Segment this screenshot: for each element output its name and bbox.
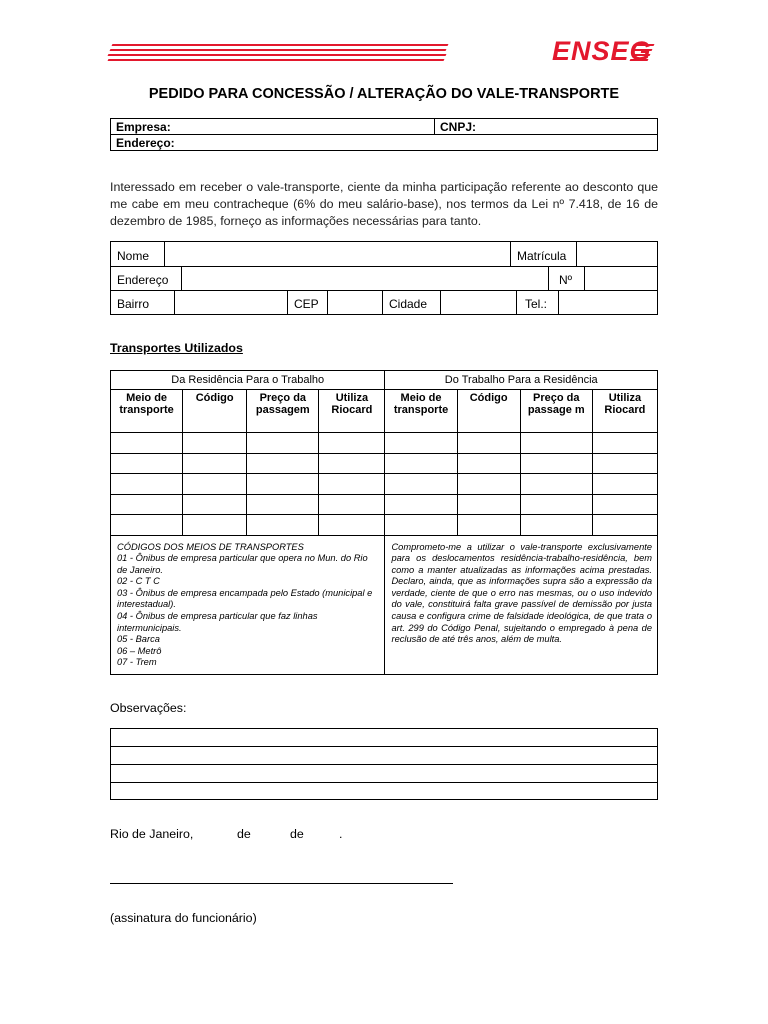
transport-cell[interactable]	[319, 474, 385, 495]
logo-stripe	[110, 49, 447, 51]
nome-label: Nome	[111, 242, 165, 266]
codes-title: CÓDIGOS DOS MEIOS DE TRANSPORTES	[117, 541, 304, 552]
tel-field[interactable]	[559, 290, 657, 314]
transport-cell[interactable]	[520, 433, 592, 454]
transport-cell[interactable]	[385, 453, 457, 474]
transport-cell[interactable]	[385, 515, 457, 536]
transport-cell[interactable]	[183, 453, 247, 474]
transport-row	[111, 494, 658, 515]
code-item: 07 - Trem	[117, 657, 157, 668]
city-text: Rio de Janeiro,	[110, 827, 194, 841]
transport-cell[interactable]	[183, 515, 247, 536]
nome-field[interactable]	[165, 242, 511, 266]
transport-row	[111, 433, 658, 454]
endereco-company-field[interactable]	[111, 135, 658, 151]
code-item: 02 - C T C	[117, 576, 160, 587]
transport-cell[interactable]	[385, 474, 457, 495]
col-riocard-right: Utiliza Riocard	[592, 390, 657, 433]
transport-cell[interactable]	[319, 453, 385, 474]
code-item: 06 – Metrô	[117, 645, 162, 656]
transport-cell[interactable]	[247, 433, 319, 454]
date-period: .	[339, 827, 343, 841]
bairro-field[interactable]	[175, 290, 288, 314]
observation-line	[111, 746, 657, 747]
col-riocard-left: Utiliza Riocard	[319, 390, 385, 433]
col-codigo-right: Código	[457, 390, 520, 433]
date-de-2: de	[290, 827, 304, 841]
header-logo	[108, 36, 658, 66]
signature-label: (assinatura do funcionário)	[110, 911, 257, 925]
endereco-label: Endereço	[111, 266, 182, 290]
transport-table	[110, 370, 658, 675]
transport-cell[interactable]	[319, 515, 385, 536]
col-preco-left: Preço da passagem	[247, 390, 319, 433]
pledge-cell	[385, 535, 658, 674]
logo-stripe	[108, 59, 445, 61]
transport-cell[interactable]	[319, 494, 385, 515]
logo-stripe	[108, 54, 447, 56]
transport-cell[interactable]	[457, 494, 520, 515]
transport-cell[interactable]	[385, 433, 457, 454]
logo-stripe	[112, 44, 449, 46]
signature-line[interactable]	[110, 883, 453, 884]
logo-wordmark: ENSEG	[552, 36, 652, 66]
endereco-company-label: Endereço:	[116, 135, 175, 150]
cnpj-field[interactable]	[435, 119, 658, 135]
page-title: PEDIDO PARA CONCESSÃO / ALTERAÇÃO DO VALE-TRANSPORTE	[148, 86, 620, 102]
employee-row-1	[111, 242, 657, 267]
employee-row-2	[111, 266, 657, 291]
observation-line	[111, 764, 657, 765]
codes-list	[117, 553, 379, 669]
col-codigo-left: Código	[183, 390, 247, 433]
transport-cell[interactable]	[592, 494, 657, 515]
group-home-to-work: Da Residência Para o Trabalho	[111, 371, 385, 390]
transport-cell[interactable]	[111, 515, 183, 536]
matricula-field[interactable]	[577, 242, 657, 266]
transport-cell[interactable]	[319, 433, 385, 454]
transport-cell[interactable]	[592, 515, 657, 536]
employee-info-grid	[110, 241, 658, 315]
col-meio-left: Meio de transporte	[111, 390, 183, 433]
numero-label: Nº	[549, 266, 585, 290]
transport-row	[111, 453, 658, 474]
observation-line	[111, 782, 657, 783]
code-item: 05 - Barca	[117, 634, 160, 645]
group-work-to-home: Do Trabalho Para a Residência	[385, 371, 658, 390]
transport-cell[interactable]	[111, 453, 183, 474]
code-item: 01 - Ônibus de empresa particular que opera no Mun. do Rio de Janeiro.	[117, 553, 368, 575]
transport-cell[interactable]	[520, 474, 592, 495]
transport-heading: Transportes Utilizados	[110, 341, 243, 355]
transport-cell[interactable]	[520, 453, 592, 474]
code-item: 04 - Ônibus de empresa particular que faz linhas intermunicipais.	[117, 611, 318, 633]
transport-codes-legend	[111, 535, 385, 674]
intro-paragraph: Interessado em receber o vale-transporte, ciente da minha participação referente ao desconto que me cabe em meu contracheque (6% do meu salário-base), nos termos da Lei nº 7.418, de 16 de dezembro de 1985, forneço as informações necessárias para tanto.	[110, 180, 658, 228]
empresa-field[interactable]	[111, 119, 435, 135]
bairro-label: Bairro	[111, 290, 175, 314]
transport-cell[interactable]	[520, 494, 592, 515]
empresa-label: Empresa:	[116, 119, 171, 134]
endereco-field[interactable]	[182, 266, 549, 290]
transport-cell[interactable]	[111, 494, 183, 515]
transport-cell[interactable]	[457, 515, 520, 536]
transport-cell[interactable]	[183, 474, 247, 495]
transport-cell[interactable]	[457, 474, 520, 495]
transport-cell[interactable]	[247, 494, 319, 515]
date-de-1: de	[237, 827, 251, 841]
cep-label: CEP	[288, 290, 328, 314]
observations-box[interactable]	[110, 728, 658, 800]
matricula-label: Matrícula	[511, 242, 577, 266]
transport-cell[interactable]	[247, 515, 319, 536]
transport-row	[111, 474, 658, 495]
transport-cell[interactable]	[183, 433, 247, 454]
transport-cell[interactable]	[520, 515, 592, 536]
employee-row-3	[111, 290, 657, 314]
transport-cell[interactable]	[247, 453, 319, 474]
transport-cell[interactable]	[592, 474, 657, 495]
numero-field[interactable]	[585, 266, 657, 290]
col-preco-right: Preço da passage m	[520, 390, 592, 433]
col-meio-right: Meio de transporte	[385, 390, 457, 433]
transport-cell[interactable]	[111, 433, 183, 454]
transport-cell[interactable]	[111, 474, 183, 495]
transport-row	[111, 515, 658, 536]
company-table	[110, 118, 658, 151]
transport-cell[interactable]	[247, 474, 319, 495]
cep-field[interactable]	[328, 290, 383, 314]
transport-cell[interactable]	[457, 433, 520, 454]
transport-cell[interactable]	[592, 433, 657, 454]
cidade-label: Cidade	[383, 290, 441, 314]
cnpj-label: CNPJ:	[440, 119, 477, 134]
transport-cell[interactable]	[385, 494, 457, 515]
code-item: 03 - Ônibus de empresa encampada pelo Estado (municipal e interestadual).	[117, 587, 373, 610]
transport-cell[interactable]	[592, 453, 657, 474]
cidade-field[interactable]	[441, 290, 517, 314]
tel-label: Tel.:	[517, 290, 559, 314]
observations-label: Observações:	[110, 701, 187, 715]
transport-cell[interactable]	[457, 453, 520, 474]
transport-cell[interactable]	[183, 494, 247, 515]
pledge-text: Comprometo-me a utilizar o vale-transporte exclusivamente para os deslocamentos residência-trabalho-residência, bem como a manter atualizadas as informações acima prestadas. Declaro, ainda, que as informações supra são a expressão da verdade, ciente de que o erro nas mesmas, ou o uso indevido do vale, constituirá falta grave passível de demissão por justa causa e configura crime de falsidade ideológica, de que trata o art. 299 do Código Penal, sujeitando o empregado à pena de reclusão de até três anos, além de multa.	[391, 541, 652, 645]
